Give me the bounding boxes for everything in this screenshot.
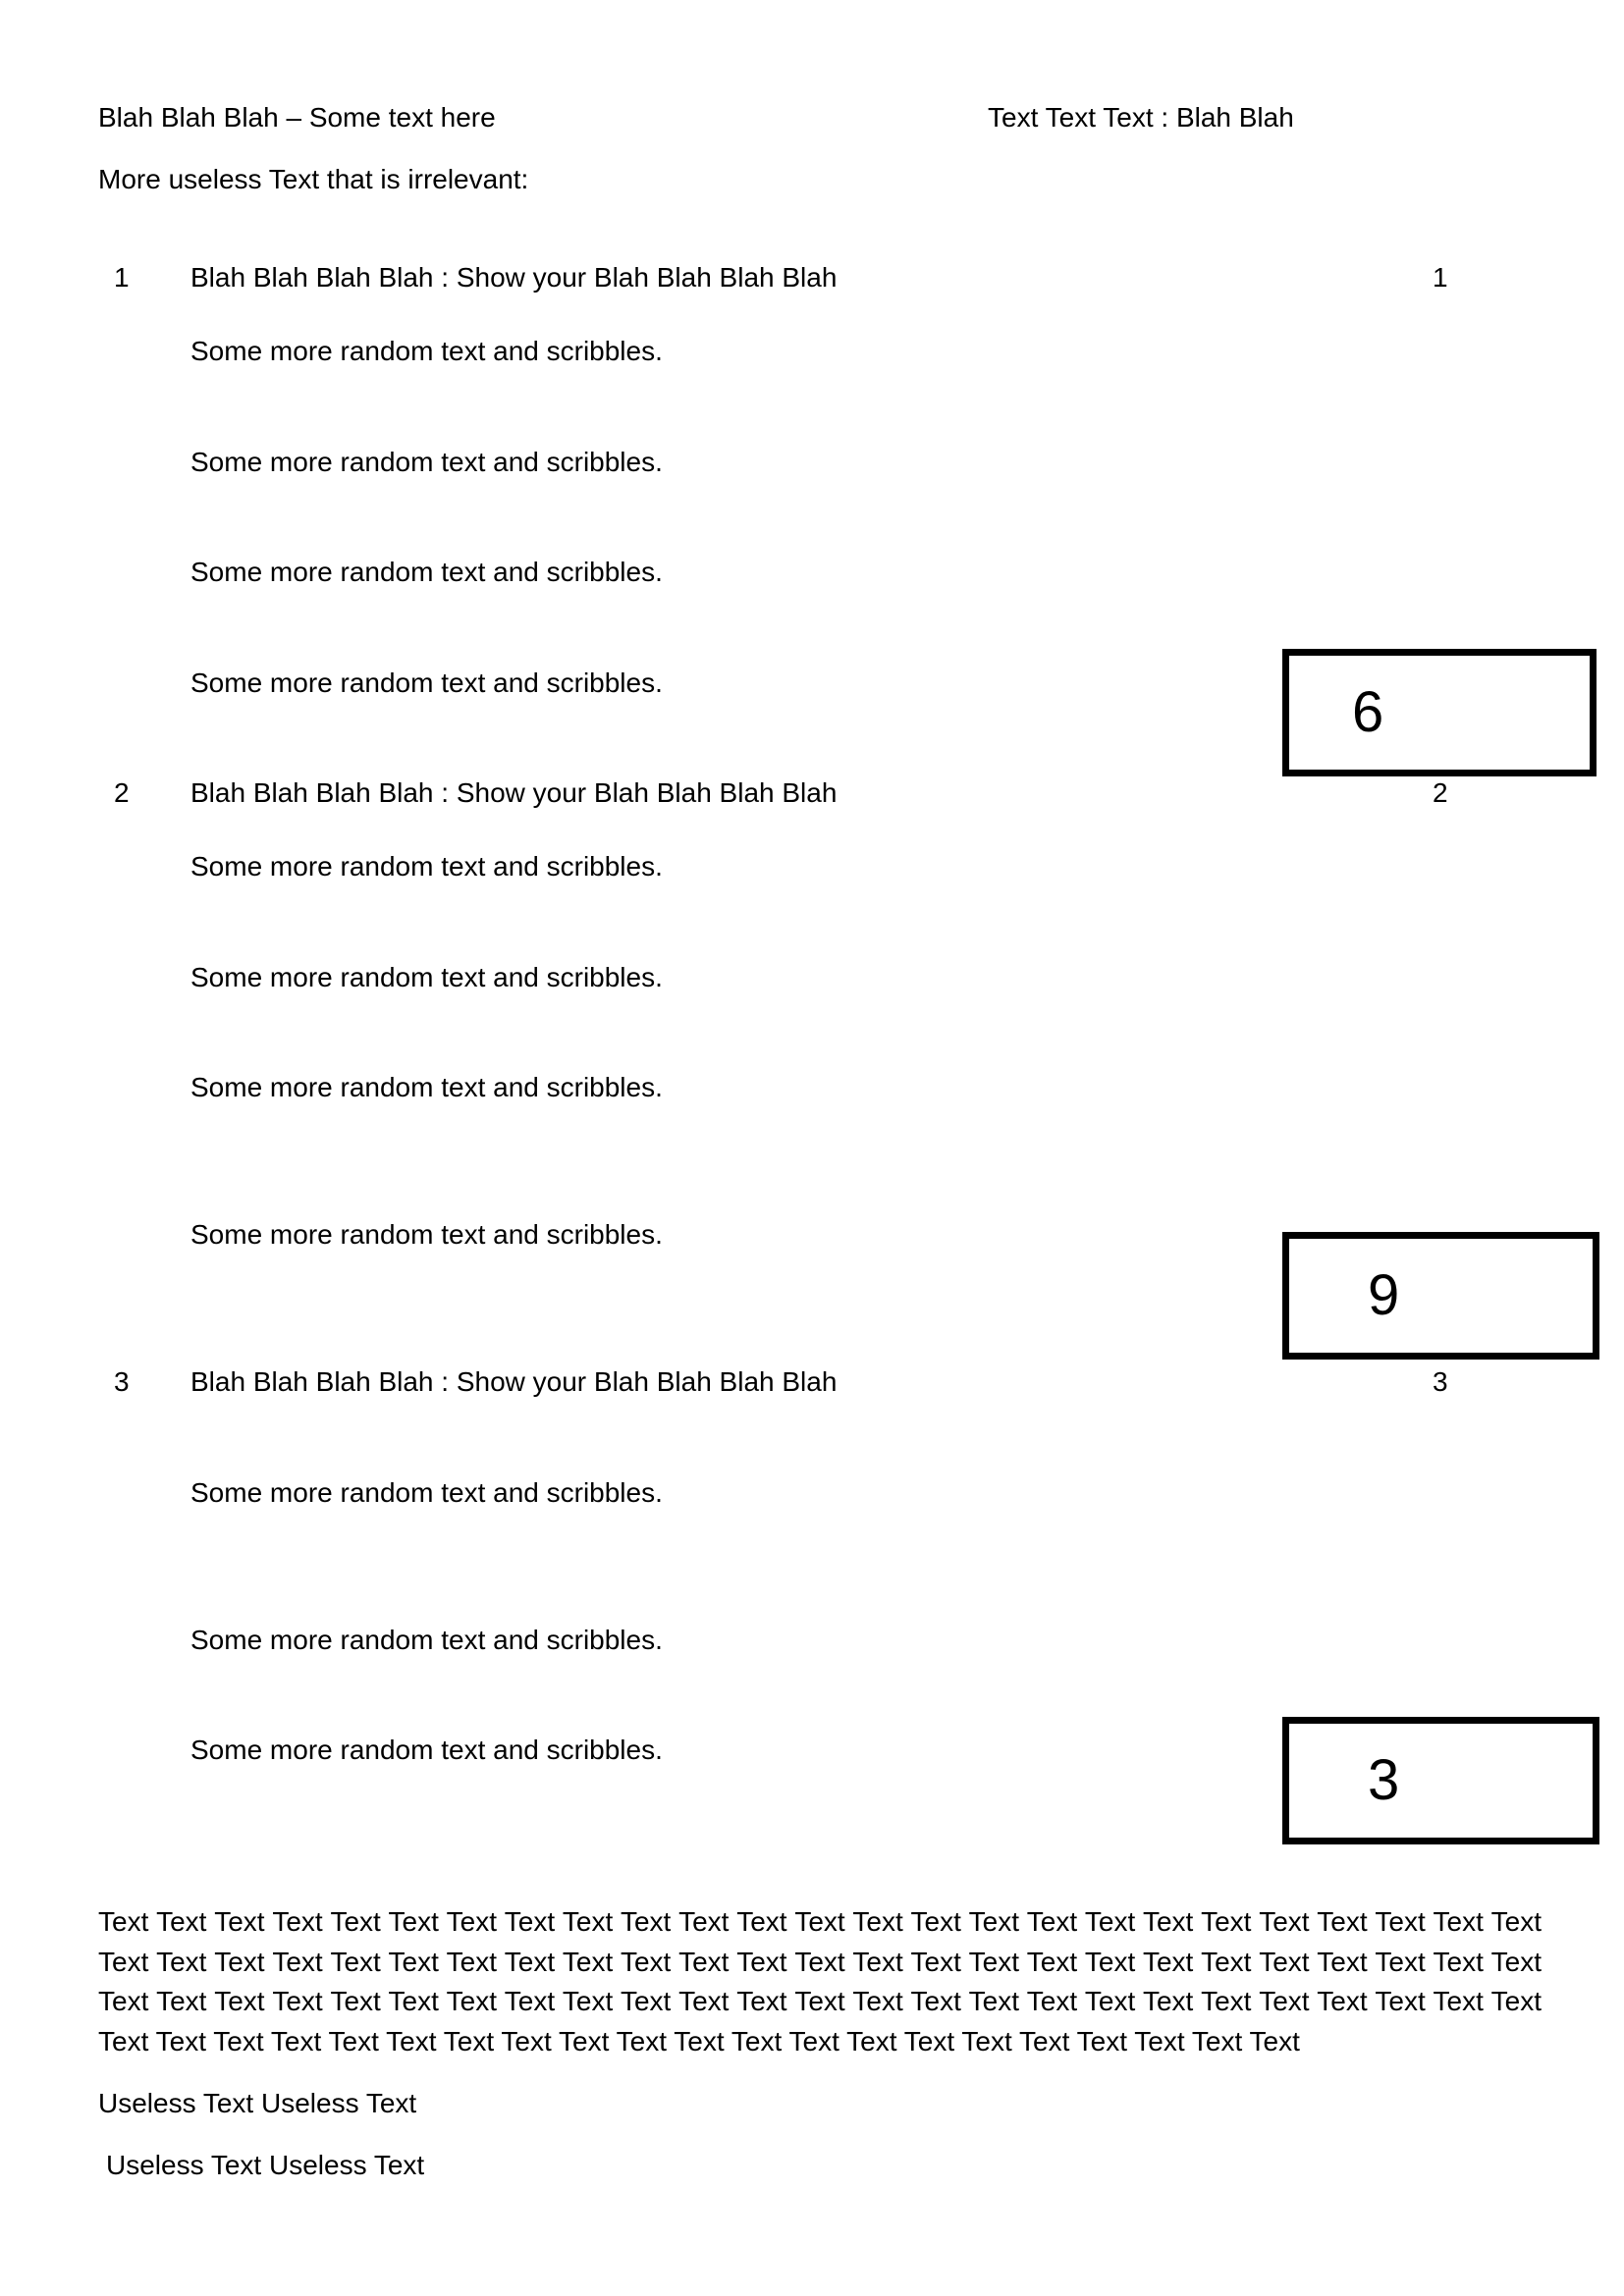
question-line: Some more random text and scribbles. [190,1477,663,1508]
header-subtitle: More useless Text that is irrelevant: [98,164,529,194]
score-value: 9 [1368,1263,1400,1327]
question-line: Some more random text and scribbles. [190,851,663,881]
question-title: Blah Blah Blah Blah : Show your Blah Blah Blah Blah [190,777,838,808]
question-line: Some more random text and scribbles. [190,336,663,366]
question-line: Some more random text and scribbles. [190,1219,663,1250]
question-number: 1 [114,262,130,293]
header-right-title: Text Text Text : Blah Blah [988,102,1294,133]
score-value: 3 [1368,1748,1400,1812]
question-line: Some more random text and scribbles. [190,1072,663,1102]
question-title: Blah Blah Blah Blah : Show your Blah Blah Blah Blah [190,1366,838,1397]
score-box [1282,1232,1599,1360]
footer-line-1: Useless Text Useless Text [98,2088,417,2118]
question-line: Some more random text and scribbles. [190,1625,663,1655]
header-left-title: Blah Blah Blah – Some text here [98,102,496,133]
question-line: Some more random text and scribbles. [190,667,663,698]
question-line: Some more random text and scribbles. [190,1735,663,1765]
footer-paragraph: Text Text Text Text Text Text Text Text Text Text Text Text Text Text Text Text Text Text Text Text Text Text Text Text Text Text Text Text Text Text Text Text Text Text Text Text Text Text Text Text Text Text Text Text Text Text Text Text Text Text Text Text Text Text Text Text Text Text Text Text Text Text Text Text Text Text Text Text Text Text Text Text Text Text Text Text Text Text Text Text Text Text Text Text Text Text Text Text Text Text Text Text Text Text Text Text [98,1906,1542,2056]
question-title: Blah Blah Blah Blah : Show your Blah Blah Blah Blah [190,262,838,293]
question-number: 2 [114,777,130,808]
footer-line-2: Useless Text Useless Text [106,2150,425,2180]
question-number: 3 [114,1366,130,1397]
question-line: Some more random text and scribbles. [190,447,663,477]
score-box [1282,1717,1599,1844]
question-right-number: 3 [1433,1366,1448,1397]
question-line: Some more random text and scribbles. [190,557,663,587]
score-box [1282,649,1597,776]
question-right-number: 1 [1433,262,1448,293]
question-right-number: 2 [1433,777,1448,808]
question-line: Some more random text and scribbles. [190,962,663,992]
score-value: 6 [1352,680,1384,744]
